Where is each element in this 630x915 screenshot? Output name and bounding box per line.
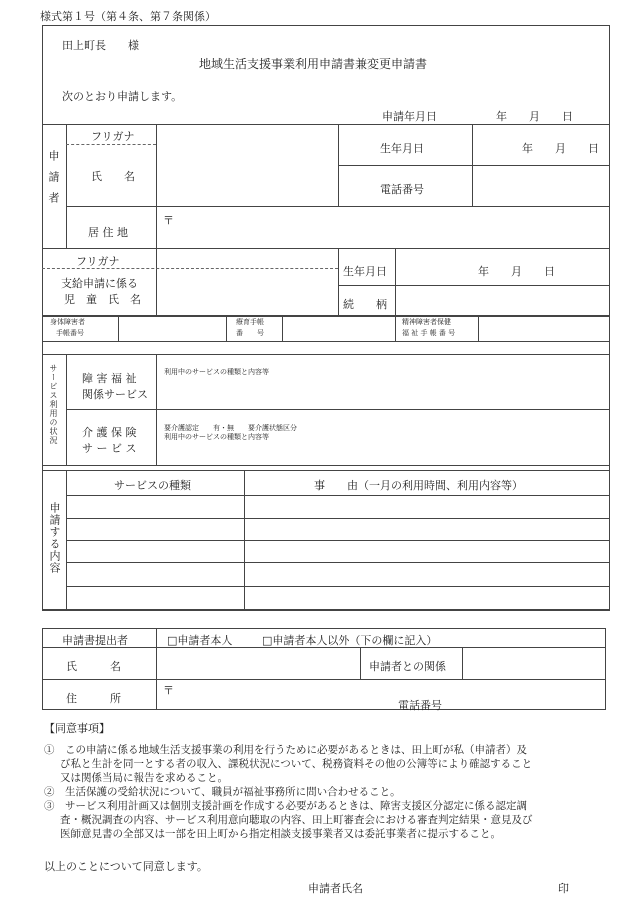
- consent-heading: 【同意事項】: [44, 722, 110, 735]
- applicant-furigana-label: フリガナ: [91, 130, 135, 143]
- consent-item3-line3: 医師意見書の全部又は一部を田上町から指定相談支援事業者又は委託事業者に提示すること。: [60, 828, 501, 840]
- application-date-label: 申請年月日: [382, 110, 437, 123]
- applicant-birthdate-label: 生年月日: [380, 142, 424, 155]
- consent-item2: ② 生活保護の受給状況について、職員が福祉事務所に問い合わせること。: [44, 786, 401, 798]
- applicant-address-label: 居 住 地: [88, 226, 128, 239]
- mental-handbook-label-1: 精神障害者保健: [402, 318, 451, 326]
- applicant-name-label: 氏 名: [91, 170, 135, 183]
- request-col-service: サービスの種類: [114, 479, 191, 492]
- application-date-value[interactable]: 年 月 日: [496, 110, 573, 123]
- submitter-phone-label: 電話番号: [398, 699, 442, 712]
- addressee: 田上町長 様: [62, 39, 139, 52]
- consent-item3-line1: ③ サービス利用計画又は個別支援計画を作成する必要があるときは、障害支援区分認定に係る認定調: [44, 800, 527, 812]
- welfare-service-label-2: 関係サービス: [82, 388, 148, 401]
- child-birthdate-label: 生年月日: [343, 265, 387, 278]
- handbook-row: [42, 316, 610, 342]
- applicant-phone-label: 電話番号: [380, 183, 424, 196]
- services-group-label: サービス利用の状況: [49, 364, 58, 445]
- child-furigana-label: フリガナ: [76, 255, 120, 268]
- submitter-address-label: 住 所: [66, 692, 121, 705]
- mental-handbook-label-2: 福 祉 手 帳 番 号: [402, 329, 456, 337]
- child-name-label-1: 支給申請に係る: [61, 277, 138, 290]
- consent-item1-line1: ① この申請に係る地域生活支援事業の利用を行うために必要があるときは、田上町が私（申請者）及: [44, 744, 527, 756]
- care-service-note-2: 利用中のサービスの種類と内容等: [164, 433, 269, 441]
- seal-mark[interactable]: 印: [558, 882, 569, 895]
- submitter-option-other[interactable]: □申請者本人以外（下の欄に記入）: [262, 634, 438, 647]
- rehab-handbook-label-2: 番 号: [236, 329, 264, 337]
- welfare-service-label-1: 障 害 福 祉: [82, 372, 137, 385]
- child-birthdate-value[interactable]: 年 月 日: [478, 265, 555, 278]
- consent-item1-line3: 又は関係当局に報告を求めること。: [60, 772, 228, 784]
- submitter-option-self[interactable]: □申請者本人: [167, 634, 233, 647]
- welfare-service-note: 利用中のサービスの種類と内容等: [164, 368, 269, 376]
- intro-text: 次のとおり申請します。: [62, 90, 183, 103]
- signer-name-label: 申請者氏名: [308, 882, 363, 895]
- consent-item1-line2: び私と生計を同一とする者の収入、課税状況について、税務資料その他の公簿等により確認すること: [60, 758, 533, 770]
- consent-agree-text: 以上のことについて同意します。: [44, 860, 208, 873]
- submitter-label: 申請書提出者: [62, 634, 128, 647]
- care-service-note-1: 要介護認定 有・無 要介護状態区分: [164, 424, 297, 432]
- child-name-label-2: 児 童 氏 名: [64, 293, 141, 306]
- physical-handbook-label-1: 身体障害者: [50, 318, 85, 326]
- rehab-handbook-label-1: 療育手帳: [236, 318, 264, 326]
- applicant-birthdate-value[interactable]: 年 月 日: [522, 142, 599, 155]
- form-id: 様式第１号（第４条、第７条関係）: [40, 10, 216, 23]
- submitter-relation-label: 申請者との関係: [369, 660, 446, 673]
- submitter-postal-mark: 〒: [163, 684, 174, 697]
- physical-handbook-label-2: 手帳番号: [56, 329, 84, 337]
- request-group-label: 申請する内容: [48, 502, 61, 574]
- request-col-reason: 事 由（一月の利用時間、利用内容等）: [314, 479, 523, 492]
- submitter-name-label: 氏 名: [66, 660, 121, 673]
- care-service-label-1: 介 護 保 険: [82, 426, 137, 439]
- care-service-label-2: サ ー ビ ス: [82, 442, 137, 455]
- child-relation-label: 続 柄: [343, 298, 387, 311]
- consent-item3-line2: 査・概況調査の内容、サービス利用意向聴取の内容、田上町審査会における審査判定結果・意見及び: [60, 814, 533, 826]
- applicant-postal-mark: 〒: [163, 214, 174, 227]
- page-title: 地域生活支援事業利用申請書兼変更申請書: [199, 57, 428, 71]
- applicant-group-label: 申請者: [47, 150, 60, 213]
